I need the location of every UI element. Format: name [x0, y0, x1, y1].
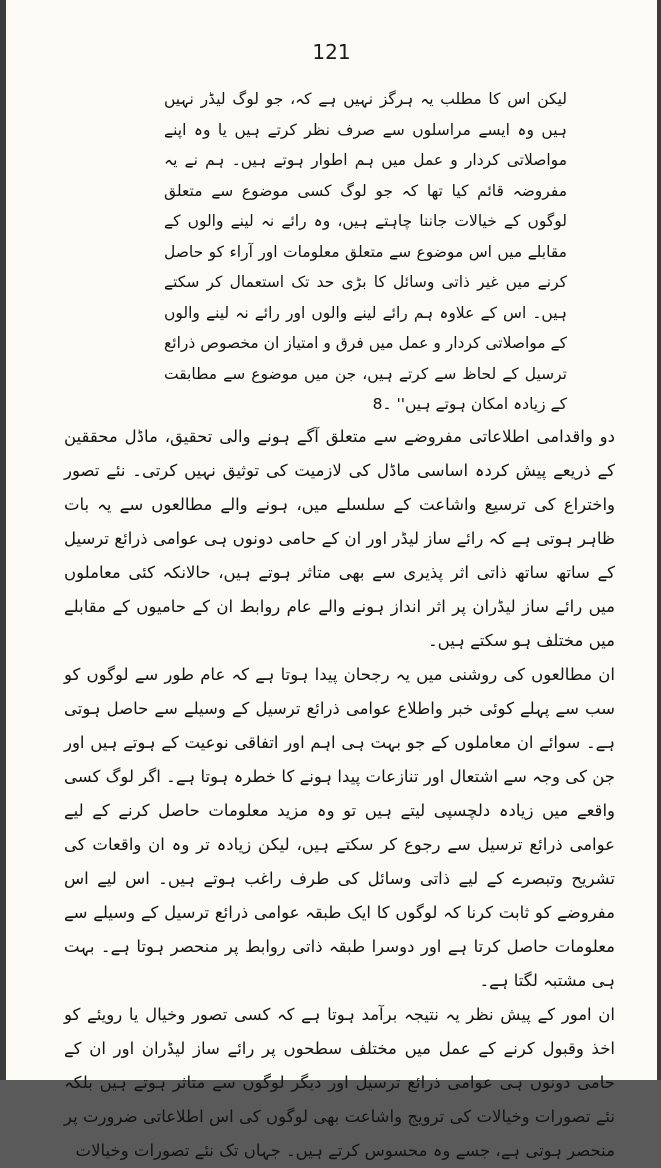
- block-quote: لیکن اس کا مطلب یہ ہرگز نہیں ہے کہ، جو لوگ لیڈر نہیں ہیں وہ ایسے مراسلوں سے صرف نظر کرتے ہیں یا وہ اپنے مواصلاتی کردار و عمل میں ہم اطوار ہوتے ہیں۔ ہم نے یہ مفروضہ قائم کیا تھا کہ جو لوگ کسی موضوع سے متعلق لوگوں کے خیالات جاننا چاہتے ہیں، وہ رائے نہ لینے والوں کے مقابلے میں اس موضوع سے متعلق معلومات اور آراء کو حاصل کرنے میں غیر ذاتی وسائل کا بڑی حد تک استعمال کر سکتے ہیں۔ اس کے علاوہ ہم رائے لینے والوں اور رائے نہ لینے والوں کے مواصلاتی کردار و عمل میں فرق و امتیاز ان مخصوص ذرائع ترسیل کے لحاظ سے کرتے ہیں، جن میں موضوع سے مطابقت کے زیادہ امکان ہوتے ہیں'' ۔8: [164, 90, 567, 413]
- page-body: [64, 84, 615, 1160]
- page-number: 121: [312, 40, 351, 64]
- paragraph-1: دو واقدامی اطلاعاتی مفروضے سے متعلق آگے ہونے والی تحقیق، ماڈل محققین کے ذریعے پیش کردہ اساسی ماڈل کی لازمیت کی توثیق نہیں کرتی۔ نئے تصور واختراع کی ترسیع واشاعت کے سلسلے میں، ہونے والے مطالعوں سے یہ بات ظاہر ہوتی ہے کہ رائے ساز لیڈر اور ان کے حامی دونوں ہی عوامی ذرائع ترسیل کے ساتھ ساتھ ذاتی اثر پذیری سے بھی متاثر ہوتے ہیں، حالانکہ کئی معاملوں میں رائے ساز لیڈران پر اثر انداز ہونے والے عام روابط ان کے حامیوں کے مقابلے میں مختلف ہو سکتے ہیں۔: [64, 426, 615, 650]
- paragraph-3: ان امور کے پیش نظر یہ نتیجہ برآمد ہوتا ہے کہ کسی تصور وخیال یا رویئے کو اخذ وقبول کرنے کے عمل میں مختلف سطحوں پر رائے ساز لیڈران اور ان کے حامی دونوں ہی عوامی ذرائع ترسیل اور دیگر لوگوں سے متاثر ہوتے ہیں بلکہ نئے تصورات وخیالات کی ترویج واشاعت بھی لوگوں کی اس اطلاعاتی ضرورت پر منحصر ہوتی ہے، جسے وہ محسوس کرتے ہیں۔ جہاں تک نئے تصورات وخیالات: [64, 1004, 615, 1160]
- paragraph-2: ان مطالعوں کی روشنی میں یہ رجحان پیدا ہوتا ہے کہ عام طور سے لوگوں کو سب سے پہلے کوئی خبر واطلاع عوامی ذرائع ترسیل کے وسیلے سے حاصل ہوتی ہے۔ سوائے ان معاملوں کے جو بہت ہی اہم اور اتفاقی نوعیت کے ہوتے ہیں اور جن کی وجہ سے اشتعال اور تنازعات پیدا ہونے کا خطرہ ہوتا ہے۔ اگر لوگ کسی واقعے میں زیادہ دلچسپی لیتے ہیں تو وہ مزید معلومات حاصل کرنے کے لیے عوامی ذرائع ترسیل سے رجوع کر سکتے ہیں، لیکن زیادہ تر وہ ان واقعات کی تشریح وتبصرے کے لیے ذاتی وسائل کی طرف راغب ہوتے ہیں۔ اس لیے اس مفروضے کو ثابت کرنا کہ لوگوں کا ایک طبقہ عوامی ذرائع ترسیل کے وسیلے سے معلومات حاصل کرتا ہے اور دوسرا طبقہ ذاتی روابط پر منحصر ہوتا ہے۔ بہت ہی مشتبہ لگتا ہے۔: [64, 664, 615, 990]
